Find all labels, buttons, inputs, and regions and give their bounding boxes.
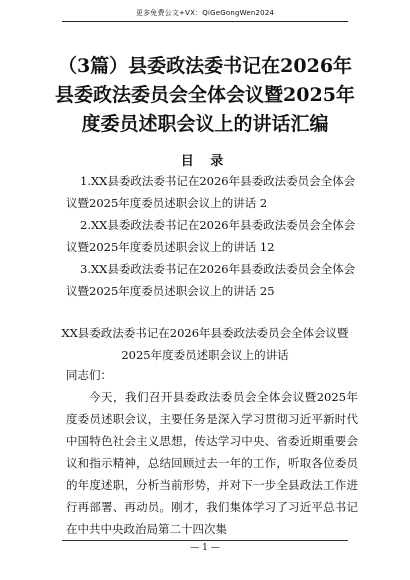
header-divider bbox=[62, 21, 348, 22]
table-of-contents bbox=[66, 170, 358, 302]
speech-title bbox=[54, 322, 356, 366]
speech-title-line: XX县委政法委书记在2026年县委政法委员会全体会议暨 bbox=[61, 326, 349, 340]
salutation: 同志们： bbox=[66, 368, 112, 382]
speech-title-line: 2025年度委员述职会议上的讲话 bbox=[121, 348, 289, 362]
toc-entry[interactable]: 2.XX县委政法委书记在2026年县委政法委员会全体会议暨2025年度委员述职会议上的讲话 12 bbox=[66, 218, 356, 254]
toc-heading: 目 录 bbox=[180, 154, 230, 169]
toc-entry[interactable]: 3.XX县委政法委书记在2026年县委政法委员会全体会议暨2025年度委员述职会议上的讲话 25 bbox=[66, 262, 356, 298]
document-title: （3篇）县委政法委书记在2026年县委政法委员会全体会议暨2025年度委员述职会议上的讲话汇编 bbox=[55, 55, 355, 135]
page-number: — 1 — bbox=[190, 543, 220, 553]
body-paragraph: 今天，我们召开县委政法委员会全体会议暨2025年度委员述职会议，主要任务是深入学习贯彻习近平新时代中国特色社会主义思想，传达学习中央、省委近期重要会议和指示精神，总结回顾过去一年的工作，听取各位委员的年度述职，分析当前形势，并对下一步全县政法工作进行再部署、再动员。刚才，我们集体学习了习近平总书记在中共中央政治局第二十四次集 bbox=[66, 390, 358, 536]
header-banner: 更多免费公文+VX：QiGeGongWen2024 bbox=[135, 9, 275, 17]
footer-divider bbox=[62, 540, 348, 541]
toc-entry[interactable]: 1.XX县委政法委书记在2026年县委政法委员会全体会议暨2025年度委员述职会议上的讲话 2 bbox=[66, 174, 356, 210]
